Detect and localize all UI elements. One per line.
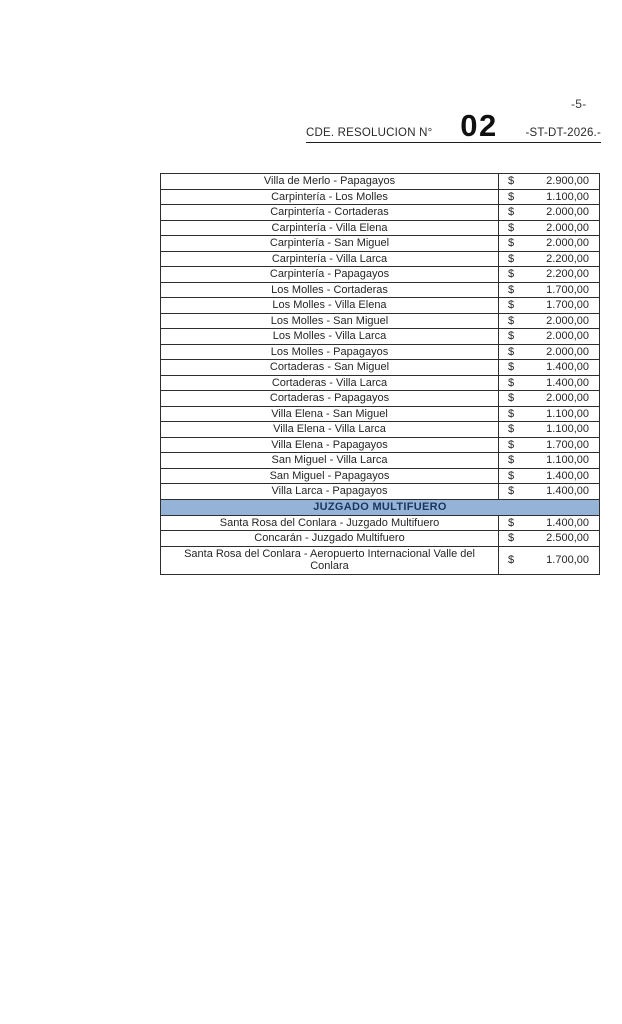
fare-price-cell xyxy=(499,189,600,205)
route-name: San Miguel - Papagayos xyxy=(161,468,499,484)
route-name: Cortaderas - Villa Larca xyxy=(161,375,499,391)
route-name: Los Molles - Papagayos xyxy=(161,344,499,360)
fare-row xyxy=(161,236,600,252)
fare-amount: 1.700,00 xyxy=(546,438,589,451)
fare-amount: 2.000,00 xyxy=(546,206,589,219)
fare-row xyxy=(161,251,600,267)
fare-price-cell xyxy=(499,546,600,574)
fare-price-cell xyxy=(499,391,600,407)
fare-row xyxy=(161,422,600,438)
fare-price-cell xyxy=(499,236,600,252)
fare-amount: 2.500,00 xyxy=(546,532,589,545)
currency-symbol: $ xyxy=(508,469,515,482)
fare-price-cell xyxy=(499,313,600,329)
currency-symbol: $ xyxy=(508,376,515,389)
currency-symbol: $ xyxy=(508,532,515,545)
fare-amount: 2.000,00 xyxy=(546,237,589,250)
fare-amount: 1.400,00 xyxy=(546,376,589,389)
fare-amount: 1.700,00 xyxy=(546,554,589,566)
resolution-header-prefix: CDE. RESOLUCION N° xyxy=(306,127,433,139)
fare-price-cell xyxy=(499,360,600,376)
route-name: Villa de Merlo - Papagayos xyxy=(161,174,499,190)
currency-symbol: $ xyxy=(508,237,515,250)
fare-price-cell xyxy=(499,515,600,531)
route-name: Santa Rosa del Conlara - Juzgado Multifuero xyxy=(161,515,499,531)
route-name: Villa Larca - Papagayos xyxy=(161,484,499,500)
currency-symbol: $ xyxy=(508,438,515,451)
fare-row xyxy=(161,531,600,547)
fare-amount: 2.200,00 xyxy=(546,268,589,281)
fare-amount: 1.100,00 xyxy=(546,423,589,436)
fare-row xyxy=(161,468,600,484)
fare-row xyxy=(161,437,600,453)
currency-symbol: $ xyxy=(508,485,515,498)
currency-symbol: $ xyxy=(508,314,515,327)
fare-price-cell xyxy=(499,375,600,391)
fare-price-cell xyxy=(499,344,600,360)
fare-price-cell xyxy=(499,531,600,547)
currency-symbol: $ xyxy=(508,330,515,343)
fare-amount: 1.400,00 xyxy=(546,469,589,482)
fare-amount: 1.400,00 xyxy=(546,516,589,529)
currency-symbol: $ xyxy=(508,268,515,281)
currency-symbol: $ xyxy=(508,454,515,467)
fare-price-cell xyxy=(499,484,600,500)
route-name: Los Molles - San Miguel xyxy=(161,313,499,329)
fare-row xyxy=(161,174,600,190)
route-name: Villa Elena - Villa Larca xyxy=(161,422,499,438)
route-name: Los Molles - Villa Larca xyxy=(161,329,499,345)
resolution-header-suffix: -ST-DT-2026.- xyxy=(525,127,601,139)
resolution-header xyxy=(306,108,601,143)
fare-amount: 2.000,00 xyxy=(546,221,589,234)
currency-symbol: $ xyxy=(508,345,515,358)
currency-symbol: $ xyxy=(508,407,515,420)
fare-price-cell xyxy=(499,437,600,453)
currency-symbol: $ xyxy=(508,299,515,312)
route-name: San Miguel - Villa Larca xyxy=(161,453,499,469)
fare-row xyxy=(161,406,600,422)
fare-row xyxy=(161,313,600,329)
fare-row xyxy=(161,546,600,574)
fare-row xyxy=(161,375,600,391)
fare-price-cell xyxy=(499,406,600,422)
currency-symbol: $ xyxy=(508,423,515,436)
currency-symbol: $ xyxy=(508,252,515,265)
fare-price-cell xyxy=(499,298,600,314)
fare-price-cell xyxy=(499,453,600,469)
route-name: Carpintería - Papagayos xyxy=(161,267,499,283)
fare-amount: 2.900,00 xyxy=(546,175,589,188)
fare-price-cell xyxy=(499,282,600,298)
fares-table xyxy=(160,173,600,575)
fare-amount: 2.000,00 xyxy=(546,314,589,327)
fare-price-cell xyxy=(499,251,600,267)
fare-row xyxy=(161,515,600,531)
fare-price-cell xyxy=(499,329,600,345)
resolution-number: 02 xyxy=(460,108,498,143)
fare-price-cell xyxy=(499,422,600,438)
currency-symbol: $ xyxy=(508,283,515,296)
currency-symbol: $ xyxy=(508,190,515,203)
currency-symbol: $ xyxy=(508,361,515,374)
route-name: Los Molles - Cortaderas xyxy=(161,282,499,298)
fare-amount: 1.100,00 xyxy=(546,407,589,420)
section-header-row xyxy=(161,499,600,515)
route-name: Los Molles - Villa Elena xyxy=(161,298,499,314)
route-name: Villa Elena - Papagayos xyxy=(161,437,499,453)
fare-amount: 1.700,00 xyxy=(546,299,589,312)
fare-row xyxy=(161,391,600,407)
fare-row xyxy=(161,360,600,376)
fare-row xyxy=(161,220,600,236)
section-header-label: JUZGADO MULTIFUERO xyxy=(161,499,600,515)
fare-price-cell xyxy=(499,174,600,190)
currency-symbol: $ xyxy=(508,206,515,219)
fare-row xyxy=(161,298,600,314)
route-name: Carpintería - Los Molles xyxy=(161,189,499,205)
fares-table-body xyxy=(161,174,600,575)
fare-row xyxy=(161,205,600,221)
fare-price-cell xyxy=(499,220,600,236)
route-name: Carpintería - Villa Larca xyxy=(161,251,499,267)
route-name: Villa Elena - San Miguel xyxy=(161,406,499,422)
fare-amount: 1.400,00 xyxy=(546,361,589,374)
fare-price-cell xyxy=(499,267,600,283)
route-name: Carpintería - Cortaderas xyxy=(161,205,499,221)
route-name: Santa Rosa del Conlara - Aeropuerto Internacional Valle del Conlara xyxy=(161,546,499,574)
fare-row xyxy=(161,329,600,345)
fare-amount: 2.000,00 xyxy=(546,392,589,405)
currency-symbol: $ xyxy=(508,175,515,188)
fare-price-cell xyxy=(499,205,600,221)
fare-amount: 1.400,00 xyxy=(546,485,589,498)
route-name: Carpintería - San Miguel xyxy=(161,236,499,252)
fare-amount: 2.000,00 xyxy=(546,330,589,343)
route-name: Concarán - Juzgado Multifuero xyxy=(161,531,499,547)
fare-amount: 2.000,00 xyxy=(546,345,589,358)
fare-amount: 1.700,00 xyxy=(546,283,589,296)
fare-price-cell xyxy=(499,468,600,484)
fare-amount: 1.100,00 xyxy=(546,190,589,203)
fare-row xyxy=(161,267,600,283)
route-name: Carpintería - Villa Elena xyxy=(161,220,499,236)
currency-symbol: $ xyxy=(508,554,515,566)
fare-row xyxy=(161,282,600,298)
fare-row xyxy=(161,189,600,205)
fare-row xyxy=(161,484,600,500)
fare-amount: 1.100,00 xyxy=(546,454,589,467)
currency-symbol: $ xyxy=(508,392,515,405)
fare-row xyxy=(161,453,600,469)
route-name: Cortaderas - San Miguel xyxy=(161,360,499,376)
currency-symbol: $ xyxy=(508,221,515,234)
fare-amount: 2.200,00 xyxy=(546,252,589,265)
fare-row xyxy=(161,344,600,360)
currency-symbol: $ xyxy=(508,516,515,529)
route-name: Cortaderas - Papagayos xyxy=(161,391,499,407)
page-number: -5- xyxy=(571,97,587,111)
